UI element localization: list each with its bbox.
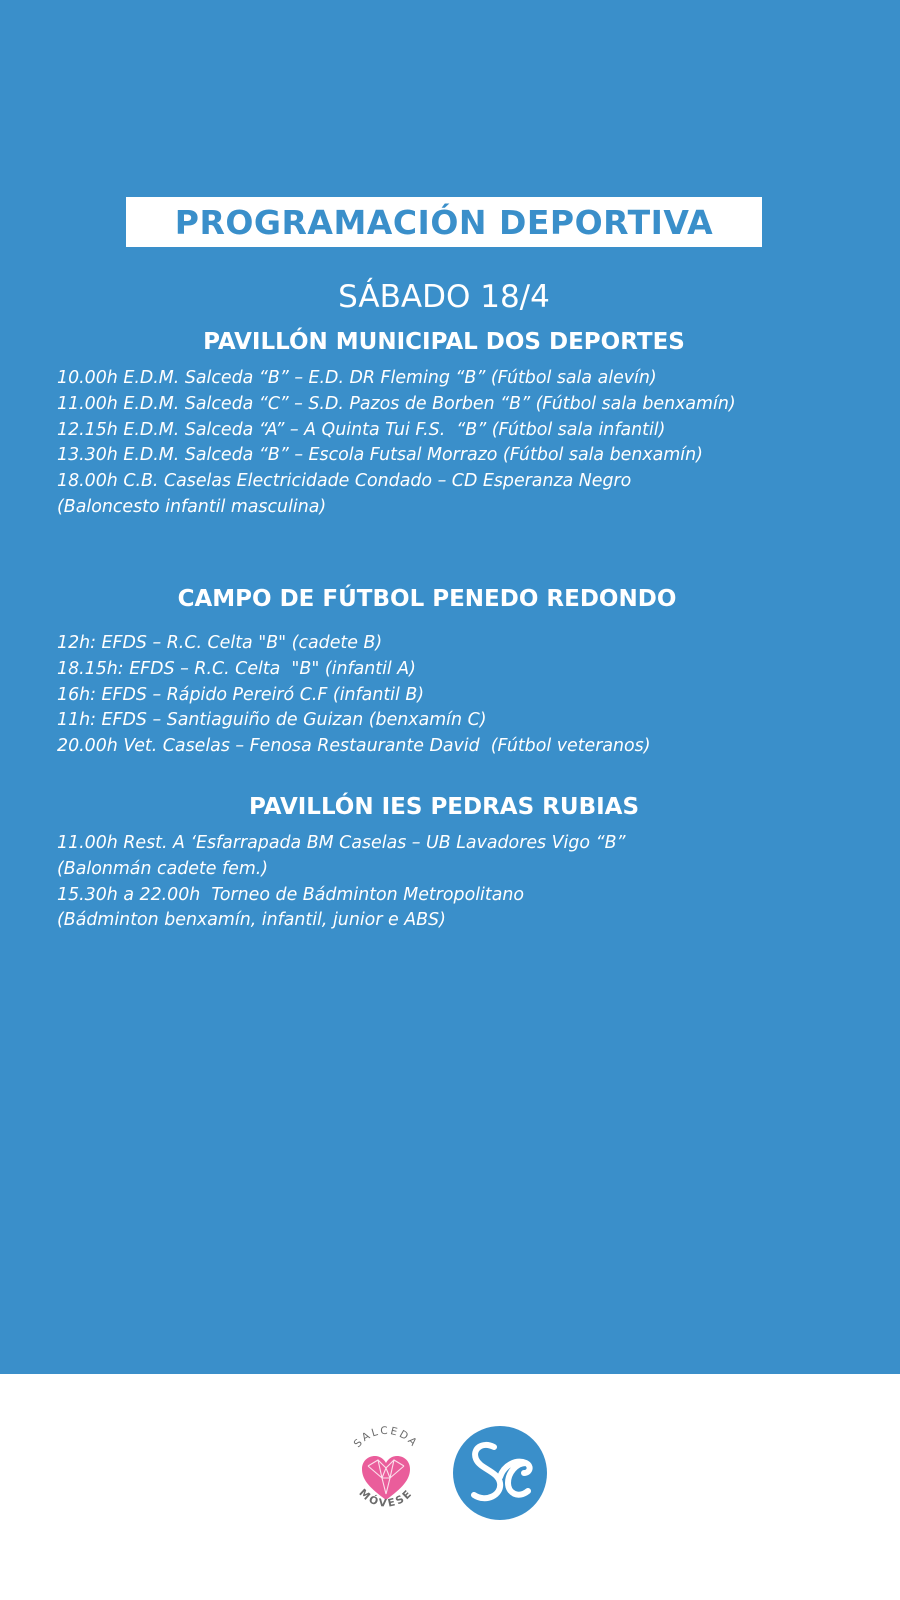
section-list-pavillon-municipal: [57, 366, 736, 521]
list-item: 18.00h C.B. Caselas Electricidade Condado – CD Esperanza Negro: [57, 471, 632, 492]
salceda-movese-logo: [338, 1424, 434, 1520]
list-item: (Balonmán cadete fem.): [57, 858, 269, 879]
section-list-ies-pedras-rubias: [57, 831, 626, 934]
list-item: 12.15h E.D.M. Salceda “A” – A Quinta Tui F.S. “B” (Fútbol sala infantil): [57, 419, 666, 440]
list-item: 18.15h: EFDS – R.C. Celta "B" (infantil A): [57, 658, 416, 679]
list-item: 11.00h Rest. A ‘Esfarrapada BM Caselas – UB Lavadores Vigo “B”: [57, 833, 626, 853]
list-item: 10.00h E.D.M. Salceda “B” – E.D. DR Fleming “B” (Fútbol sala alevín): [57, 368, 657, 388]
section-list-campo-futbol: [57, 631, 651, 760]
list-item: (Baloncesto infantil masculina): [57, 496, 327, 517]
day-heading: SÁBADO 18/4: [338, 279, 550, 315]
list-item: 16h: EFDS – Rápido Pereiró C.F (infantil B): [57, 684, 425, 705]
section-heading-campo-futbol: CAMPO DE FÚTBOL PENEDO REDONDO: [177, 586, 677, 612]
section-heading-pavillon-municipal: PAVILLÓN MUNICIPAL DOS DEPORTES: [203, 329, 685, 355]
list-item: 12h: EFDS – R.C. Celta "B" (cadete B): [57, 633, 383, 653]
logo-text-bottom: MÓVESE: [356, 1486, 416, 1510]
svg-text:SALCEDA: [352, 1425, 421, 1450]
footer: [0, 1374, 900, 1600]
sc-monogram-icon: [452, 1425, 548, 1521]
list-item: (Bádminton benxamín, infantil, junior e ABS): [57, 910, 446, 931]
list-item: 13.30h E.D.M. Salceda “B” – Escola Futsal Morrazo (Fútbol sala benxamín): [57, 445, 703, 466]
logo-text-top: SALCEDA: [351, 1424, 421, 1451]
list-item: 20.00h Vet. Caselas – Fenosa Restaurante David (Fútbol veteranos): [57, 736, 651, 757]
title-banner: [126, 197, 762, 247]
list-item: 15.30h a 22.00h Torneo de Bádminton Metropolitano: [57, 884, 525, 905]
list-item: 11h: EFDS – Santiaguiño de Guizan (benxamín C): [57, 710, 487, 731]
page-title: PROGRAMACIÓN DEPORTIVA: [174, 202, 714, 242]
list-item: 11.00h E.D.M. Salceda “C” – S.D. Pazos de Borben “B” (Fútbol sala benxamín): [57, 393, 736, 414]
section-heading-ies-pedras-rubias: PAVILLÓN IES PEDRAS RUBIAS: [248, 794, 640, 820]
